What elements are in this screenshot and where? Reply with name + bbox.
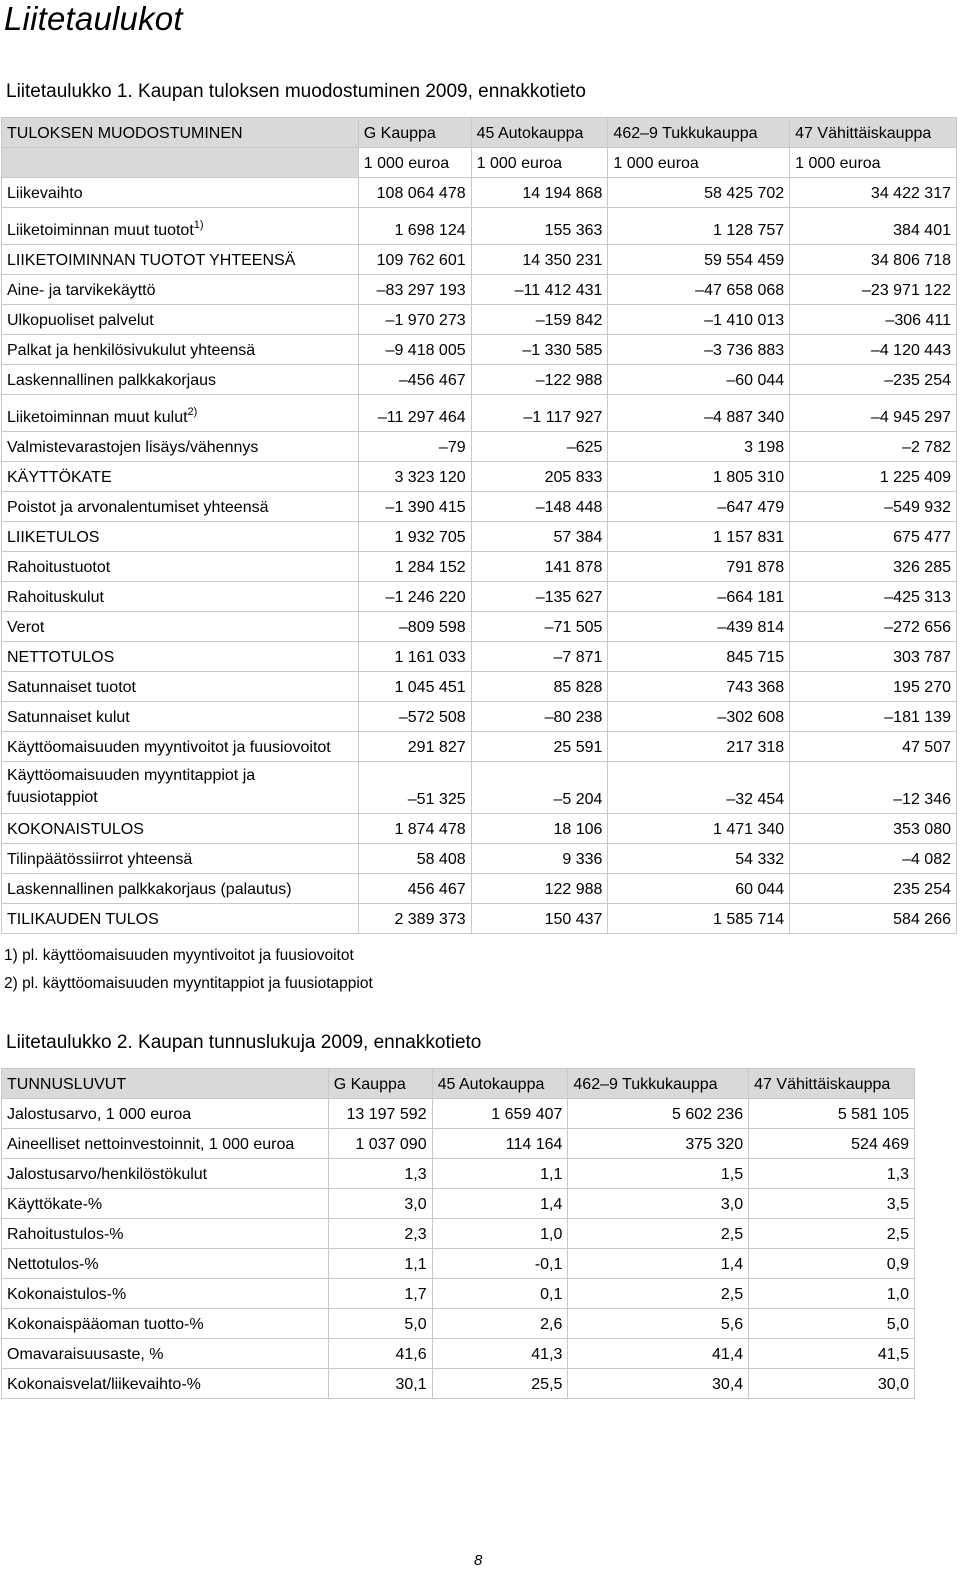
table1-unit-spacer: [2, 148, 359, 178]
row-label: Käyttökate-%: [2, 1189, 329, 1219]
value-cell: –456 467: [358, 365, 471, 395]
value-cell: –11 297 464: [358, 395, 471, 432]
row-label-text: Rahoituskulut: [7, 589, 104, 606]
row-label: [2, 492, 359, 522]
income-formation-table: [1, 117, 957, 934]
value-cell: 109 762 601: [358, 245, 471, 275]
value-cell: 41,5: [749, 1339, 915, 1369]
row-label: Rahoitustulos-%: [2, 1219, 329, 1249]
value-cell: 1 284 152: [358, 552, 471, 582]
value-cell: 235 254: [790, 874, 957, 904]
row-label: [2, 522, 359, 552]
table-row: [2, 462, 957, 492]
table-row: [2, 1099, 915, 1129]
row-label: [2, 762, 359, 814]
table-row: [2, 1309, 915, 1339]
value-cell: –3 736 883: [608, 335, 790, 365]
value-cell: –625: [471, 432, 608, 462]
value-cell: –122 988: [471, 365, 608, 395]
footnote-1: 1) pl. käyttöomaisuuden myyntivoitot ja fuusiovoitot: [4, 947, 354, 964]
table1-unit: 1 000 euroa: [790, 148, 957, 178]
row-label-text: Satunnaiset kulut: [7, 709, 130, 726]
row-label-text: Tilinpäätössiirrot yhteensä: [7, 851, 193, 868]
value-cell: –148 448: [471, 492, 608, 522]
value-cell: –7 871: [471, 642, 608, 672]
value-cell: 3,5: [749, 1189, 915, 1219]
row-label-text: TILIKAUDEN TULOS: [7, 911, 159, 928]
footnote-2: 2) pl. käyttöomaisuuden myyntitappiot ja fuusiotappiot: [4, 975, 373, 992]
row-label-text: Liiketoiminnan muut tuotot: [7, 222, 194, 239]
row-label: [2, 245, 359, 275]
value-cell: –439 814: [608, 612, 790, 642]
value-cell: –11 412 431: [471, 275, 608, 305]
row-label: [2, 432, 359, 462]
row-label: [2, 208, 359, 245]
table1-unit-row: [2, 148, 957, 178]
value-cell: 41,3: [432, 1339, 568, 1369]
row-label: [2, 642, 359, 672]
row-label: [2, 305, 359, 335]
value-cell: 326 285: [790, 552, 957, 582]
value-cell: 5 602 236: [568, 1099, 749, 1129]
table-row: [2, 672, 957, 702]
value-cell: 155 363: [471, 208, 608, 245]
table-row: [2, 642, 957, 672]
table1-unit: 1 000 euroa: [358, 148, 471, 178]
value-cell: 1,0: [432, 1219, 568, 1249]
value-cell: –51 325: [358, 762, 471, 814]
value-cell: 5,0: [749, 1309, 915, 1339]
row-label: [2, 732, 359, 762]
row-label-text: NETTOTULOS: [7, 649, 115, 666]
value-cell: –4 120 443: [790, 335, 957, 365]
value-cell: –79: [358, 432, 471, 462]
value-cell: 25,5: [432, 1369, 568, 1399]
value-cell: 3,0: [568, 1189, 749, 1219]
value-cell: 1 805 310: [608, 462, 790, 492]
value-cell: –306 411: [790, 305, 957, 335]
table-row: [2, 904, 957, 934]
table1-header-row: [2, 118, 957, 148]
table1-body: [2, 178, 957, 934]
value-cell: 845 715: [608, 642, 790, 672]
key-figures-table: [1, 1068, 915, 1399]
value-cell: –71 505: [471, 612, 608, 642]
value-cell: 2,5: [749, 1219, 915, 1249]
value-cell: –425 313: [790, 582, 957, 612]
value-cell: 5 581 105: [749, 1099, 915, 1129]
value-cell: –135 627: [471, 582, 608, 612]
value-cell: 1,4: [568, 1249, 749, 1279]
row-label: Nettotulos-%: [2, 1249, 329, 1279]
value-cell: 1 471 340: [608, 814, 790, 844]
row-label: [2, 874, 359, 904]
value-cell: –23 971 122: [790, 275, 957, 305]
value-cell: –664 181: [608, 582, 790, 612]
value-cell: 34 422 317: [790, 178, 957, 208]
value-cell: 743 368: [608, 672, 790, 702]
row-label-text: Palkat ja henkilösivukulut yhteensä: [7, 342, 256, 359]
table2-header-g-kauppa: G Kauppa: [328, 1069, 432, 1099]
row-label-text: Käyttöomaisuuden myyntitappiot ja fuusiotappiot: [7, 767, 256, 806]
value-cell: –1 390 415: [358, 492, 471, 522]
footnotes: [4, 942, 373, 998]
page-title: Liitetaulukot: [4, 0, 183, 37]
value-cell: 141 878: [471, 552, 608, 582]
row-label-text: Käyttöomaisuuden myyntivoitot ja fuusiovoitot: [7, 739, 331, 756]
value-cell: 1 932 705: [358, 522, 471, 552]
value-cell: 108 064 478: [358, 178, 471, 208]
table-row: [2, 522, 957, 552]
value-cell: 2 389 373: [358, 904, 471, 934]
value-cell: 54 332: [608, 844, 790, 874]
table1-caption: Liitetaulukko 1. Kaupan tuloksen muodostuminen 2009, ennakkotieto: [6, 81, 586, 102]
row-label: [2, 552, 359, 582]
table-row: [2, 178, 957, 208]
value-cell: 791 878: [608, 552, 790, 582]
table-row: [2, 335, 957, 365]
page-number: 8: [474, 1552, 483, 1569]
value-cell: 524 469: [749, 1129, 915, 1159]
value-cell: 456 467: [358, 874, 471, 904]
table-row: [2, 305, 957, 335]
value-cell: 58 408: [358, 844, 471, 874]
value-cell: 1 157 831: [608, 522, 790, 552]
row-label-text: Liiketoiminnan muut kulut: [7, 409, 188, 426]
row-label: [2, 814, 359, 844]
value-cell: 1,3: [749, 1159, 915, 1189]
table1-header-autokauppa: 45 Autokauppa: [471, 118, 608, 148]
value-cell: 303 787: [790, 642, 957, 672]
row-label: [2, 612, 359, 642]
value-cell: 1 128 757: [608, 208, 790, 245]
value-cell: –1 410 013: [608, 305, 790, 335]
row-label: [2, 844, 359, 874]
value-cell: 30,1: [328, 1369, 432, 1399]
value-cell: 1 161 033: [358, 642, 471, 672]
value-cell: –12 346: [790, 762, 957, 814]
table-row: [2, 1339, 915, 1369]
value-cell: 34 806 718: [790, 245, 957, 275]
value-cell: 2,6: [432, 1309, 568, 1339]
row-label-text: Aine- ja tarvikekäyttö: [7, 282, 156, 299]
value-cell: 57 384: [471, 522, 608, 552]
value-cell: 1,3: [328, 1159, 432, 1189]
value-cell: 25 591: [471, 732, 608, 762]
row-label-text: KÄYTTÖKATE: [7, 469, 112, 486]
table-row: [2, 762, 957, 814]
value-cell: 1,5: [568, 1159, 749, 1189]
footnote-marker: 2): [187, 406, 198, 418]
table-row: [2, 208, 957, 245]
table-row: [2, 612, 957, 642]
table-row: [2, 245, 957, 275]
value-cell: 2,5: [568, 1219, 749, 1249]
row-label: Kokonaistulos-%: [2, 1279, 329, 1309]
row-label-text: Verot: [7, 619, 45, 636]
value-cell: –83 297 193: [358, 275, 471, 305]
row-label: [2, 275, 359, 305]
row-label: [2, 582, 359, 612]
value-cell: 14 350 231: [471, 245, 608, 275]
value-cell: –181 139: [790, 702, 957, 732]
value-cell: –1 117 927: [471, 395, 608, 432]
value-cell: 122 988: [471, 874, 608, 904]
value-cell: –809 598: [358, 612, 471, 642]
table-row: [2, 492, 957, 522]
table-row: [2, 1219, 915, 1249]
value-cell: -0,1: [432, 1249, 568, 1279]
row-label-text: Laskennallinen palkkakorjaus: [7, 372, 217, 389]
value-cell: –159 842: [471, 305, 608, 335]
table-row: [2, 732, 957, 762]
value-cell: 205 833: [471, 462, 608, 492]
value-cell: 1 045 451: [358, 672, 471, 702]
value-cell: 47 507: [790, 732, 957, 762]
value-cell: 195 270: [790, 672, 957, 702]
value-cell: –2 782: [790, 432, 957, 462]
value-cell: 291 827: [358, 732, 471, 762]
table1-header-g-kauppa: G Kauppa: [358, 118, 471, 148]
table-row: [2, 1159, 915, 1189]
table-row: [2, 365, 957, 395]
row-label: Jalostusarvo/henkilöstökulut: [2, 1159, 329, 1189]
value-cell: –5 204: [471, 762, 608, 814]
value-cell: 375 320: [568, 1129, 749, 1159]
value-cell: 2,3: [328, 1219, 432, 1249]
table-row: [2, 1279, 915, 1309]
row-label: Kokonaisvelat/liikevaihto-%: [2, 1369, 329, 1399]
row-label: [2, 462, 359, 492]
row-label: [2, 335, 359, 365]
value-cell: 1,7: [328, 1279, 432, 1309]
value-cell: 30,4: [568, 1369, 749, 1399]
row-label-text: Satunnaiset tuotot: [7, 679, 136, 696]
value-cell: –1 246 220: [358, 582, 471, 612]
value-cell: 13 197 592: [328, 1099, 432, 1129]
value-cell: –572 508: [358, 702, 471, 732]
value-cell: 3 198: [608, 432, 790, 462]
value-cell: 85 828: [471, 672, 608, 702]
value-cell: 3,0: [328, 1189, 432, 1219]
value-cell: 1 698 124: [358, 208, 471, 245]
value-cell: –4 082: [790, 844, 957, 874]
value-cell: 5,0: [328, 1309, 432, 1339]
table1-unit: 1 000 euroa: [471, 148, 608, 178]
row-label: [2, 395, 359, 432]
value-cell: 1,4: [432, 1189, 568, 1219]
table2-caption: Liitetaulukko 2. Kaupan tunnuslukuja 2009, ennakkotieto: [6, 1032, 482, 1053]
value-cell: 30,0: [749, 1369, 915, 1399]
value-cell: 1,0: [749, 1279, 915, 1309]
value-cell: –235 254: [790, 365, 957, 395]
value-cell: –302 608: [608, 702, 790, 732]
value-cell: 59 554 459: [608, 245, 790, 275]
value-cell: –1 330 585: [471, 335, 608, 365]
value-cell: 1 659 407: [432, 1099, 568, 1129]
row-label: Aineelliset nettoinvestoinnit, 1 000 euroa: [2, 1129, 329, 1159]
table1-header-label: TULOKSEN MUODOSTUMINEN: [2, 118, 359, 148]
value-cell: 1,1: [432, 1159, 568, 1189]
table-row: [2, 582, 957, 612]
row-label: Jalostusarvo, 1 000 euroa: [2, 1099, 329, 1129]
value-cell: –647 479: [608, 492, 790, 522]
value-cell: –4 945 297: [790, 395, 957, 432]
row-label-text: Laskennallinen palkkakorjaus (palautus): [7, 881, 292, 898]
value-cell: –32 454: [608, 762, 790, 814]
table1-unit: 1 000 euroa: [608, 148, 790, 178]
value-cell: 58 425 702: [608, 178, 790, 208]
row-label-text: LIIKETULOS: [7, 529, 100, 546]
value-cell: 1,1: [328, 1249, 432, 1279]
footnote-marker: 1): [193, 219, 204, 231]
row-label: Omavaraisuusaste, %: [2, 1339, 329, 1369]
row-label: Kokonaispääoman tuotto-%: [2, 1309, 329, 1339]
value-cell: 0,9: [749, 1249, 915, 1279]
table2-body: [2, 1099, 915, 1399]
table-row: [2, 1129, 915, 1159]
table1-header-tukkukauppa: 462–9 Tukkukauppa: [608, 118, 790, 148]
value-cell: 150 437: [471, 904, 608, 934]
value-cell: 1 225 409: [790, 462, 957, 492]
table-row: [2, 702, 957, 732]
value-cell: –47 658 068: [608, 275, 790, 305]
value-cell: –9 418 005: [358, 335, 471, 365]
table-row: [2, 395, 957, 432]
value-cell: 675 477: [790, 522, 957, 552]
table1-header-vahittaiskauppa: 47 Vähittäiskauppa: [790, 118, 957, 148]
value-cell: –1 970 273: [358, 305, 471, 335]
value-cell: 0,1: [432, 1279, 568, 1309]
table2-header-row: [2, 1069, 915, 1099]
table2-header-label: TUNNUSLUVUT: [2, 1069, 329, 1099]
row-label-text: KOKONAISTULOS: [7, 821, 144, 838]
row-label-text: Valmistevarastojen lisäys/vähennys: [7, 439, 259, 456]
value-cell: 1 585 714: [608, 904, 790, 934]
value-cell: 353 080: [790, 814, 957, 844]
table2-header-autokauppa: 45 Autokauppa: [432, 1069, 568, 1099]
table-row: [2, 1369, 915, 1399]
value-cell: 1 037 090: [328, 1129, 432, 1159]
value-cell: 384 401: [790, 208, 957, 245]
value-cell: 217 318: [608, 732, 790, 762]
value-cell: 41,4: [568, 1339, 749, 1369]
value-cell: 9 336: [471, 844, 608, 874]
value-cell: 18 106: [471, 814, 608, 844]
row-label-text: LIIKETOIMINNAN TUOTOT YHTEENSÄ: [7, 252, 296, 269]
table2-header-tukkukauppa: 462–9 Tukkukauppa: [568, 1069, 749, 1099]
table-row: [2, 844, 957, 874]
row-label: [2, 904, 359, 934]
row-label: [2, 702, 359, 732]
value-cell: 14 194 868: [471, 178, 608, 208]
value-cell: –80 238: [471, 702, 608, 732]
row-label-text: Poistot ja arvonalentumiset yhteensä: [7, 499, 269, 516]
table2-header-vahittaiskauppa: 47 Vähittäiskauppa: [749, 1069, 915, 1099]
value-cell: –272 656: [790, 612, 957, 642]
table-row: [2, 552, 957, 582]
table-row: [2, 432, 957, 462]
table-row: [2, 814, 957, 844]
row-label: [2, 178, 359, 208]
table-row: [2, 1249, 915, 1279]
value-cell: 2,5: [568, 1279, 749, 1309]
value-cell: 114 164: [432, 1129, 568, 1159]
value-cell: 584 266: [790, 904, 957, 934]
table-row: [2, 275, 957, 305]
row-label: [2, 365, 359, 395]
row-label: [2, 672, 359, 702]
value-cell: 60 044: [608, 874, 790, 904]
value-cell: 41,6: [328, 1339, 432, 1369]
row-label-text: Rahoitustuotot: [7, 559, 111, 576]
value-cell: 1 874 478: [358, 814, 471, 844]
value-cell: 5,6: [568, 1309, 749, 1339]
value-cell: –60 044: [608, 365, 790, 395]
row-label-text: Liikevaihto: [7, 185, 83, 202]
value-cell: –4 887 340: [608, 395, 790, 432]
table-row: [2, 1189, 915, 1219]
value-cell: –549 932: [790, 492, 957, 522]
row-label-text: Ulkopuoliset palvelut: [7, 312, 154, 329]
value-cell: 3 323 120: [358, 462, 471, 492]
table-row: [2, 874, 957, 904]
